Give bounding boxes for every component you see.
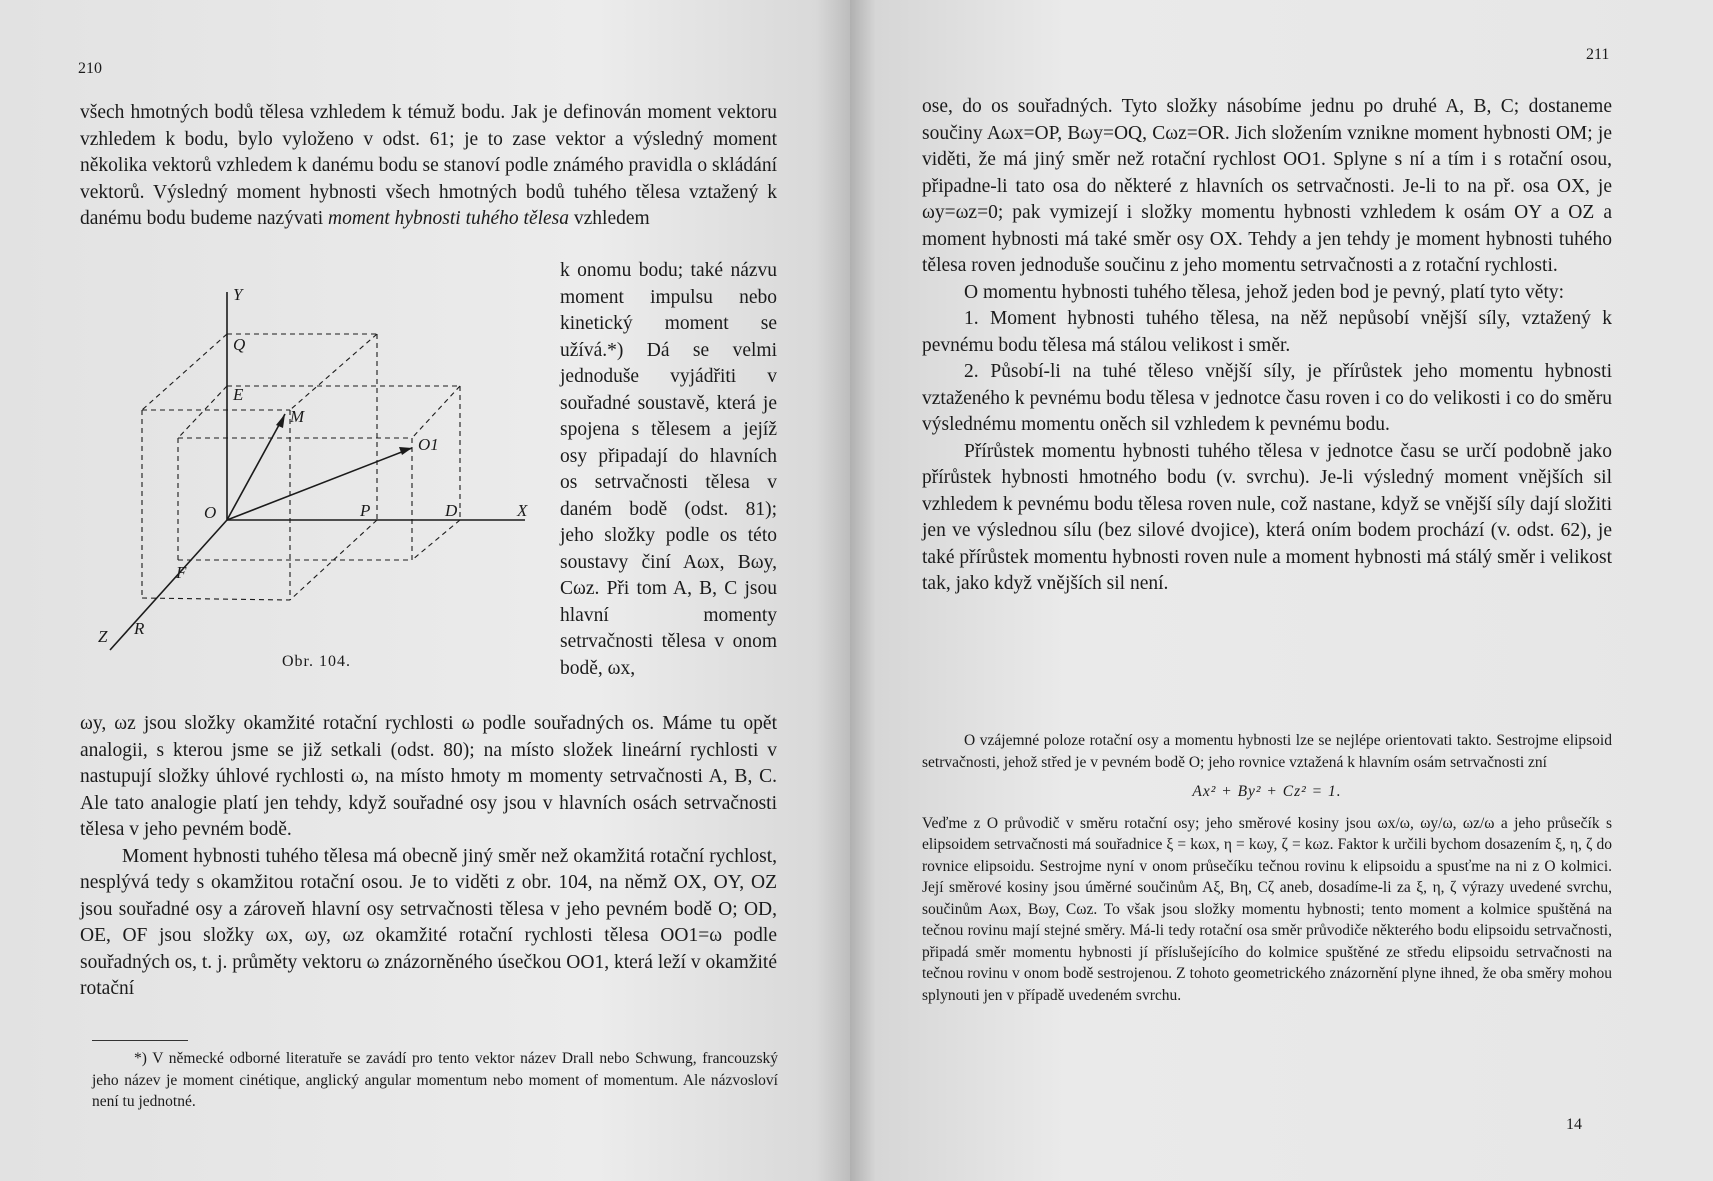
ellipsoid-formula: Ax² + By² + Cz² = 1. — [1192, 783, 1342, 800]
theorem-1: 1. Moment hybnosti tuhého tělesa, na něž nepůsobí vnější síly, vztažený k pevnému bodu tělesa má stálou velikost i směr. — [922, 308, 1612, 356]
dashed-construction — [142, 334, 460, 600]
label-o1: O1 — [418, 435, 439, 454]
defined-term: moment hybnosti tuhého tělesa — [328, 208, 570, 229]
small-text: O vzájemné poloze rotační osy a momentu hybnosti lze se nejlépe orientovati takto. Sestrojme elipsoid setrvačnosti, jehož střed je v pevném bodě O; jeho rovnice vztažená k hlavním osám setrvačnosti zní — [922, 732, 1612, 771]
paragraph-text: Moment hybnosti tuhého tělesa má obecně jiný směr než okamžitá rotační rychlost, nesplývá tedy s okamžitou rotační osou. Je to viděti z obr. 104, na němž OX, OY, OZ jsou souřadné osy a zároveň hlavní osy setrvačnosti tělesa v jeho pevném bodě O; OD, OE, OF jsou složky ωx, ωy, ωz okamžité rotační rychlosti tělesa OO1=ω podle souřadných os, t. j. průměty vektoru ω znázorněného úsečkou OO1, která leží v okamžité rotační — [80, 845, 777, 999]
label-q: Q — [233, 335, 246, 354]
z-axis-line — [110, 520, 227, 650]
footnote-text: *) V německé odborné literatuře se zavádí pro tento vektor název Drall nebo Schwung, francouzský jeho název je moment cinétique, anglický angular momentum nebo moment of momentum. Ale názvosloví není tu jednotné. — [92, 1050, 778, 1110]
paragraph-text: O momentu hybnosti tuhého tělesa, jehož jeden bod je pevný, platí tyto věty: — [964, 281, 1565, 303]
label-y: Y — [233, 285, 243, 304]
figure-caption: Obr. 104. — [282, 653, 351, 670]
label-z: Z — [98, 627, 108, 646]
small-print-section — [922, 730, 1612, 1006]
paragraph — [80, 711, 777, 1003]
label-r: R — [134, 619, 145, 638]
wrap-text: k onomu bodu; také názvu moment impulsu nebo kinetický moment se užívá.*) Dá se velmi jednoduše vyjádřiti v souřadné soustavě, která je spojena s tělesem a jejíž osy připadají do hlavních os setrvačnosti tělesa v daném bodě (odst. 81); jeho složky podle os této soustavy činí Aωx, Bωy, Cωz. Při tom A, B, C jsou hlavní momenty setrvačnosti tělesa v onom bodě, ωx, — [560, 260, 777, 679]
footnote — [92, 1048, 778, 1113]
signature-mark: 14 — [1566, 1116, 1582, 1133]
left-page — [0, 0, 850, 1181]
paragraph-text: ωy, ωz jsou složky okamžité rotační rychlosti ω podle souřadných os. Máme tu opět analogii, s kterou jsme se již setkali (odst. 80); na místo složek lineární rychlosti v nastupují složky úhlové rychlosti ω, na místo hmoty m momenty setrvačnosti A, B, C. Ale tato analogie platí jen tehdy, když souřadné osy jsou v hlavních osách setrvačnosti tělesa v jeho pevném bodě. — [80, 713, 777, 840]
label-d: D — [445, 501, 458, 520]
arrowhead-m — [276, 414, 285, 428]
axes-diagram — [90, 278, 550, 658]
paragraph-text: Přírůstek momentu hybnosti tuhého tělesa v jednotce času se určí podobně jako přírůstek hybnosti hmotného bodu (v. svrchu). Je-li výsledný moment vnějších sil vzhledem k pevnému bodu tělesa roven nule, což nastane, když se vnější síly dají složiti jen ve výslednou sílu (bez silové dvojice), která oním bodem prochází (v. odst. 62), je také přírůstek momentu hybnosti roven nule a moment hybnosti má stálý směr i velikost tak, jako když vnějších sil není. — [922, 440, 1612, 594]
footnote-rule — [92, 1040, 188, 1041]
page-number: 210 — [78, 60, 102, 77]
vector-oo1 — [227, 448, 412, 520]
label-x: X — [517, 501, 528, 520]
small-text: Veďme z O průvodič v směru rotační osy; jeho směrové kosiny jsou ωx/ω, ωy/ω, ωz/ω a jeho průsečík s elipsoidem setrvačnosti má souřadnice ξ = kωx, η = kωy, ζ = kωz. Faktor k určili bychom dosazením ξ, η, ζ do rovnice elipsoidu. Sestrojme nyní v onom průsečíku tečnou rovinu k elipsoidu a spusťme na ni z O kolmici. Její směrové kosiny jsou úměrné součinům Aξ, Bη, Cζ aneb, dosadíme-li za ξ, η, ζ výrazy uvedené svrchu, součinům Aωx, Bωy, Cωz. To však jsou složky momentu hybnosti; tento moment a kolmice spuštěná na tečnou rovinu mají stejné směry. Má-li tedy rotační osa směr průvodiče některého bodu elipsoidu setrvačnosti, připadá směr momentu hybnosti jí příslušejícího do kolmice spuštěné ze středu elipsoidu setrvačnosti na tečnou rovinu v onom bodě sestrojenou. Z tohoto geometrického znázornění plyne ihned, že oba směry mohou splynouti jen v případě uvedeném svrchu. — [922, 814, 1612, 1004]
label-m: M — [290, 407, 305, 426]
right-page — [850, 0, 1713, 1181]
page-number: 211 — [1586, 46, 1610, 63]
theorem-2: 2. Působí-li na tuhé těleso vnější síly, je přírůstek jeho momentu hybnosti vztaženého k pevnému bodu tělesa v jednotce času roven i co do velikosti i co do směru výslednému momentu oněch sil vzhledem k pevnému bodu. — [922, 361, 1612, 435]
arrowhead-o1 — [399, 447, 412, 455]
vector-om — [227, 414, 285, 520]
label-o: O — [204, 503, 217, 522]
main-text — [922, 94, 1612, 598]
paragraph — [80, 100, 777, 233]
paragraph-text-tail: vzhledem — [573, 208, 650, 229]
label-p: P — [360, 501, 371, 520]
label-f: F — [176, 563, 187, 582]
figure-104 — [90, 278, 550, 658]
paragraph-text: všech hmotných bodů tělesa vzhledem k témuž bodu. Jak je definován moment vektoru vzhledem k bodu, bylo vyloženo v odst. 61; je to zase vektor a výsledný moment několika vektorů vzhledem k danému bodu se stanoví podle známého pravidla o skládání vektorů. Výsledný moment hybnosti všech hmotných bodů tuhého tělesa vztažený k danému bodu budeme nazývati — [80, 102, 777, 229]
wrapped-paragraph — [560, 258, 777, 682]
paragraph-text: ose, do os souřadných. Tyto složky násobíme jednu po druhé A, B, C; dostaneme součiny Aωx=OP, Bωy=OQ, Cωz=OR. Jich složením vznikne moment hybnosti OM; je viděti, že má jiný směr než rotační rychlost OO1. Splyne s ní a tím i s rotační osou, připadne-li tato osa do některé z hlavních os setrvačnosti. Je-li to na př. osa OX, je ωy=ωz=0; pak vymizejí i složky momentu hybnosti vzhledem k osám OY a OZ a moment hybnosti má také směr osy OX. Tehdy a jen tehdy je moment hybnosti tuhého tělesa roven jednoduše součinu z jeho momentu setrvačnosti a z rotační rychlosti. — [922, 96, 1612, 276]
label-e: E — [233, 385, 244, 404]
